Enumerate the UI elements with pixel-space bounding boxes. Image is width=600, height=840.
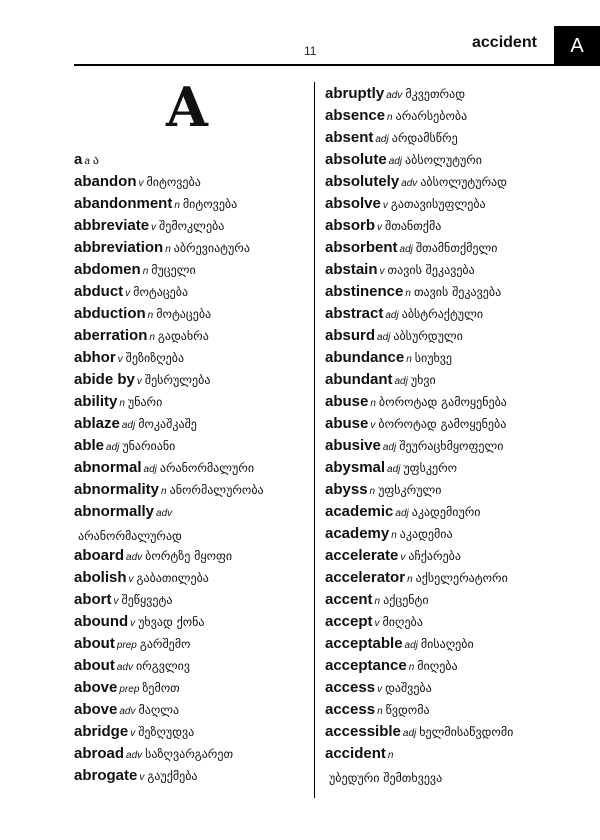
headword: aboard <box>74 547 125 564</box>
definition: ბორტზე მყოფი <box>145 549 233 563</box>
headword: abhor <box>74 349 116 366</box>
dictionary-entry <box>325 742 557 786</box>
headword: about <box>74 635 115 652</box>
part-of-speech: adj <box>385 310 399 321</box>
dictionary-entry <box>74 148 310 170</box>
definition: აკადემია <box>399 527 453 541</box>
headword: abstain <box>325 261 378 278</box>
part-of-speech: n <box>387 750 394 761</box>
dictionary-entry <box>74 500 310 544</box>
part-of-speech: v <box>130 618 136 629</box>
headword: abrogate <box>74 767 138 784</box>
part-of-speech: v <box>130 728 136 739</box>
part-of-speech: v <box>374 618 380 629</box>
dictionary-entry <box>74 346 310 368</box>
dictionary-entry <box>74 324 310 346</box>
definition: მიტოვება <box>182 197 238 211</box>
headword: abduct <box>74 283 124 300</box>
definition: უხვად ქონა <box>138 615 205 629</box>
part-of-speech: n <box>407 574 413 585</box>
definition: არანორმალურად <box>78 529 182 543</box>
headword: abound <box>74 613 129 630</box>
dictionary-entry <box>74 764 310 786</box>
definition: დაშვება <box>385 681 432 695</box>
definition: გარშემო <box>139 637 191 651</box>
definition: მუცელი <box>151 263 196 277</box>
headword: abandon <box>74 173 137 190</box>
headword: a <box>74 151 83 168</box>
definition: უფსკერო <box>403 461 458 475</box>
page-number: 11 <box>304 44 317 58</box>
dictionary-entry <box>325 676 557 698</box>
headword: abridge <box>74 723 129 740</box>
dictionary-entry <box>74 654 310 676</box>
headword: ablaze <box>74 415 120 432</box>
definition: ხელმისაწვდომი <box>419 725 514 739</box>
definition: წვდომა <box>385 703 430 717</box>
dictionary-entry <box>325 346 557 368</box>
definition: უნარი <box>127 395 163 409</box>
headword: abbreviation <box>74 239 164 256</box>
dictionary-entry <box>74 302 310 324</box>
part-of-speech: adv <box>156 508 173 519</box>
dictionary-entry <box>74 676 310 698</box>
part-of-speech: v <box>136 376 142 387</box>
part-of-speech: adv <box>116 662 133 673</box>
definition: შემოკლება <box>159 219 225 233</box>
dictionary-entry <box>74 170 310 192</box>
section-tab <box>554 26 600 66</box>
definition: შესრულება <box>144 373 211 387</box>
definition: მაღლა <box>138 703 180 717</box>
dictionary-entry <box>74 412 310 434</box>
definition: უფსკრული <box>378 483 442 497</box>
definition: შთამნთქმელი <box>415 241 498 255</box>
headword: accelerator <box>325 569 406 586</box>
headword: abundance <box>325 349 405 366</box>
headword: acceptance <box>325 657 407 674</box>
definition: მისაღები <box>420 637 474 651</box>
definition: შეწყვეტა <box>121 593 173 607</box>
dictionary-entry <box>74 544 310 566</box>
definition: მოკაშკაშე <box>138 417 197 431</box>
part-of-speech: adj <box>402 728 417 739</box>
part-of-speech: v <box>400 552 406 563</box>
part-of-speech: n <box>377 706 383 717</box>
part-of-speech: n <box>174 200 180 211</box>
dictionary-entry <box>325 478 557 500</box>
part-of-speech: adj <box>387 464 401 475</box>
definition: აქცენტი <box>383 593 429 607</box>
headword: about <box>74 657 115 674</box>
part-of-speech: v <box>151 222 157 233</box>
headword: abundant <box>325 371 393 388</box>
headword: abolish <box>74 569 127 586</box>
dictionary-entry <box>325 698 557 720</box>
definition: შეზღუდვა <box>138 725 195 739</box>
headword: absent <box>325 129 374 146</box>
headword: academy <box>325 525 390 542</box>
headword: accept <box>325 613 373 630</box>
headword: accident <box>325 745 386 762</box>
dictionary-entry <box>325 324 557 346</box>
headword: academic <box>325 503 394 520</box>
definition: მიღება <box>382 615 423 629</box>
part-of-speech: v <box>370 420 376 431</box>
headword: absolutely <box>325 173 400 190</box>
headword: abnormally <box>74 503 155 520</box>
headword: above <box>74 679 118 696</box>
definition: ანორმალურობა <box>169 483 264 497</box>
headword: accent <box>325 591 373 608</box>
section-tab-letter: A <box>570 34 584 57</box>
dictionary-entry <box>74 478 310 500</box>
dictionary-entry <box>74 588 310 610</box>
part-of-speech: v <box>382 200 388 211</box>
definition: ირგვლივ <box>135 659 190 673</box>
dictionary-entry <box>325 104 557 126</box>
part-of-speech: adv <box>126 552 143 563</box>
definition: აბსოლუტური <box>405 153 482 167</box>
headword: abstract <box>325 305 384 322</box>
headword: abyss <box>325 481 368 498</box>
headword: abbreviate <box>74 217 150 234</box>
dictionary-entry <box>325 544 557 566</box>
definition: მკვეთრად <box>405 87 466 101</box>
dictionary-entry <box>74 214 310 236</box>
part-of-speech: v <box>377 222 383 233</box>
headword: accessible <box>325 723 401 740</box>
headword: abandonment <box>74 195 173 212</box>
definition: მიტოვება <box>146 175 201 189</box>
headword: access <box>325 701 376 718</box>
dictionary-entry <box>325 456 557 478</box>
part-of-speech: prep <box>116 640 137 651</box>
headword: abstinence <box>325 283 404 300</box>
dictionary-entry <box>74 698 310 720</box>
dictionary-entry <box>325 654 557 676</box>
part-of-speech: adv <box>401 178 418 189</box>
part-of-speech: n <box>370 398 376 409</box>
dictionary-entry <box>74 566 310 588</box>
part-of-speech: n <box>161 486 167 497</box>
dictionary-entry <box>74 632 310 654</box>
dictionary-entry <box>325 82 557 104</box>
part-of-speech: v <box>139 772 145 783</box>
dictionary-entry <box>74 236 310 258</box>
definition: გაუქმება <box>147 769 198 783</box>
definition: თავის შეკავება <box>413 285 502 299</box>
part-of-speech: adj <box>394 376 408 387</box>
dictionary-entry <box>325 368 557 390</box>
dictionary-entry <box>74 368 310 390</box>
dictionary-entry <box>325 280 557 302</box>
part-of-speech: adv <box>126 750 143 761</box>
dictionary-entry <box>325 434 557 456</box>
dictionary-entry <box>325 522 557 544</box>
part-of-speech: n <box>374 596 381 607</box>
dictionary-entry <box>325 236 557 258</box>
part-of-speech: prep <box>119 684 140 695</box>
headword: abroad <box>74 745 125 762</box>
part-of-speech: adj <box>388 156 403 167</box>
dictionary-entry <box>325 610 557 632</box>
dictionary-entry <box>74 720 310 742</box>
dictionary-entry <box>74 456 310 478</box>
definition: აბსოლუტურად <box>420 175 507 189</box>
definition: აბრევიატურა <box>173 241 250 255</box>
headword: absurd <box>325 327 376 344</box>
dictionary-entry <box>325 170 557 192</box>
headword: abusive <box>325 437 381 454</box>
part-of-speech: adj <box>375 134 389 145</box>
definition: გადახრა <box>157 329 209 343</box>
headword: abide by <box>74 371 135 388</box>
definition: აქსელერატორი <box>415 571 508 585</box>
headword: absorbent <box>325 239 398 256</box>
dictionary-entry <box>325 258 557 280</box>
definition: აბსურდული <box>393 329 463 343</box>
headword: abduction <box>74 305 146 322</box>
guide-word: accident <box>472 34 537 51</box>
definition: გათავისუფლება <box>390 197 486 211</box>
part-of-speech: v <box>138 178 144 189</box>
right-column <box>325 82 557 786</box>
headword: aberration <box>74 327 148 344</box>
definition: არდამსწრე <box>391 131 458 145</box>
part-of-speech: adj <box>395 508 409 519</box>
definition: შეზიზღება <box>125 351 185 365</box>
part-of-speech: n <box>391 530 397 541</box>
header-rule <box>74 64 554 66</box>
headword: able <box>74 437 105 454</box>
letter-heading: A <box>166 75 208 139</box>
part-of-speech: adv <box>386 90 403 101</box>
headword: ability <box>74 393 118 410</box>
definition: არარსებობა <box>395 109 468 123</box>
definition: უნარიანი <box>122 439 176 453</box>
definition: აჩქარება <box>408 549 461 563</box>
definition: შეურაცხმყოფელი <box>399 439 504 453</box>
headword: absolute <box>325 151 387 168</box>
headword: abnormal <box>74 459 142 476</box>
part-of-speech: n <box>142 266 149 277</box>
definition: ბოროტად გამოყენება <box>378 395 507 409</box>
part-of-speech: adj <box>106 442 120 453</box>
definition: საზღვარგარეთ <box>145 747 234 761</box>
part-of-speech: n <box>149 332 155 343</box>
definition: ბოროტად გამოყენება <box>378 417 507 431</box>
part-of-speech: adv <box>119 706 136 717</box>
dictionary-entry <box>325 214 557 236</box>
column-divider <box>314 82 315 798</box>
dictionary-entry <box>325 302 557 324</box>
headword: acceptable <box>325 635 403 652</box>
part-of-speech: n <box>405 288 411 299</box>
definition: მოტაცება <box>133 285 189 299</box>
part-of-speech: adj <box>399 244 413 255</box>
headword: absence <box>325 107 386 124</box>
part-of-speech: n <box>406 354 412 365</box>
definition: თავის შეკავება <box>387 263 475 277</box>
left-column <box>74 148 310 786</box>
dictionary-entry <box>74 280 310 302</box>
dictionary-entry <box>325 632 557 654</box>
definition: უხვი <box>410 373 436 387</box>
definition: ზემოთ <box>142 681 180 695</box>
definition: ა <box>92 153 99 167</box>
dictionary-entry <box>74 610 310 632</box>
definition: შთანთქმა <box>385 219 442 233</box>
headword: access <box>325 679 376 696</box>
part-of-speech: v <box>128 574 134 585</box>
dictionary-entry <box>74 742 310 764</box>
part-of-speech: v <box>117 354 123 365</box>
headword: abuse <box>325 415 369 432</box>
definition: არანორმალური <box>159 461 255 475</box>
part-of-speech: adj <box>143 464 157 475</box>
part-of-speech: n <box>119 398 125 409</box>
definition: მიღება <box>417 659 458 673</box>
dictionary-entry <box>74 434 310 456</box>
dictionary-entry <box>325 566 557 588</box>
part-of-speech: v <box>125 288 131 299</box>
headword: above <box>74 701 118 718</box>
headword: abort <box>74 591 112 608</box>
definition: აბსტრაქტული <box>401 307 484 321</box>
definition: მოტაცება <box>156 307 212 321</box>
headword: abdomen <box>74 261 141 278</box>
dictionary-entry <box>325 192 557 214</box>
headword: absolve <box>325 195 381 212</box>
headword: absorb <box>325 217 376 234</box>
part-of-speech: n <box>369 486 376 497</box>
dictionary-entry <box>325 588 557 610</box>
headword: abnormality <box>74 481 160 498</box>
dictionary-entry <box>325 412 557 434</box>
part-of-speech: v <box>379 266 385 277</box>
part-of-speech: n <box>147 310 154 321</box>
definition: სიუხვე <box>414 351 453 365</box>
part-of-speech: v <box>377 684 383 695</box>
dictionary-entry <box>325 500 557 522</box>
part-of-speech: n <box>408 662 415 673</box>
part-of-speech: adj <box>377 332 391 343</box>
dictionary-entry <box>325 720 557 742</box>
part-of-speech: adj <box>382 442 397 453</box>
dictionary-entry <box>325 126 557 148</box>
part-of-speech: v <box>113 596 119 607</box>
dictionary-entry <box>74 390 310 412</box>
headword: abuse <box>325 393 369 410</box>
definition: გაბათილება <box>136 571 209 585</box>
dictionary-entry <box>74 192 310 214</box>
definition: უბედური შემთხვევა <box>329 771 443 785</box>
part-of-speech: adj <box>121 420 136 431</box>
headword: abruptly <box>325 85 385 102</box>
definition: აკადემიური <box>411 505 481 519</box>
part-of-speech: n <box>165 244 171 255</box>
part-of-speech: a <box>84 156 90 167</box>
dictionary-entry <box>325 390 557 412</box>
headword: abysmal <box>325 459 386 476</box>
dictionary-entry <box>74 258 310 280</box>
dictionary-entry <box>325 148 557 170</box>
part-of-speech: adj <box>404 640 418 651</box>
part-of-speech: n <box>387 112 393 123</box>
headword: accelerate <box>325 547 399 564</box>
